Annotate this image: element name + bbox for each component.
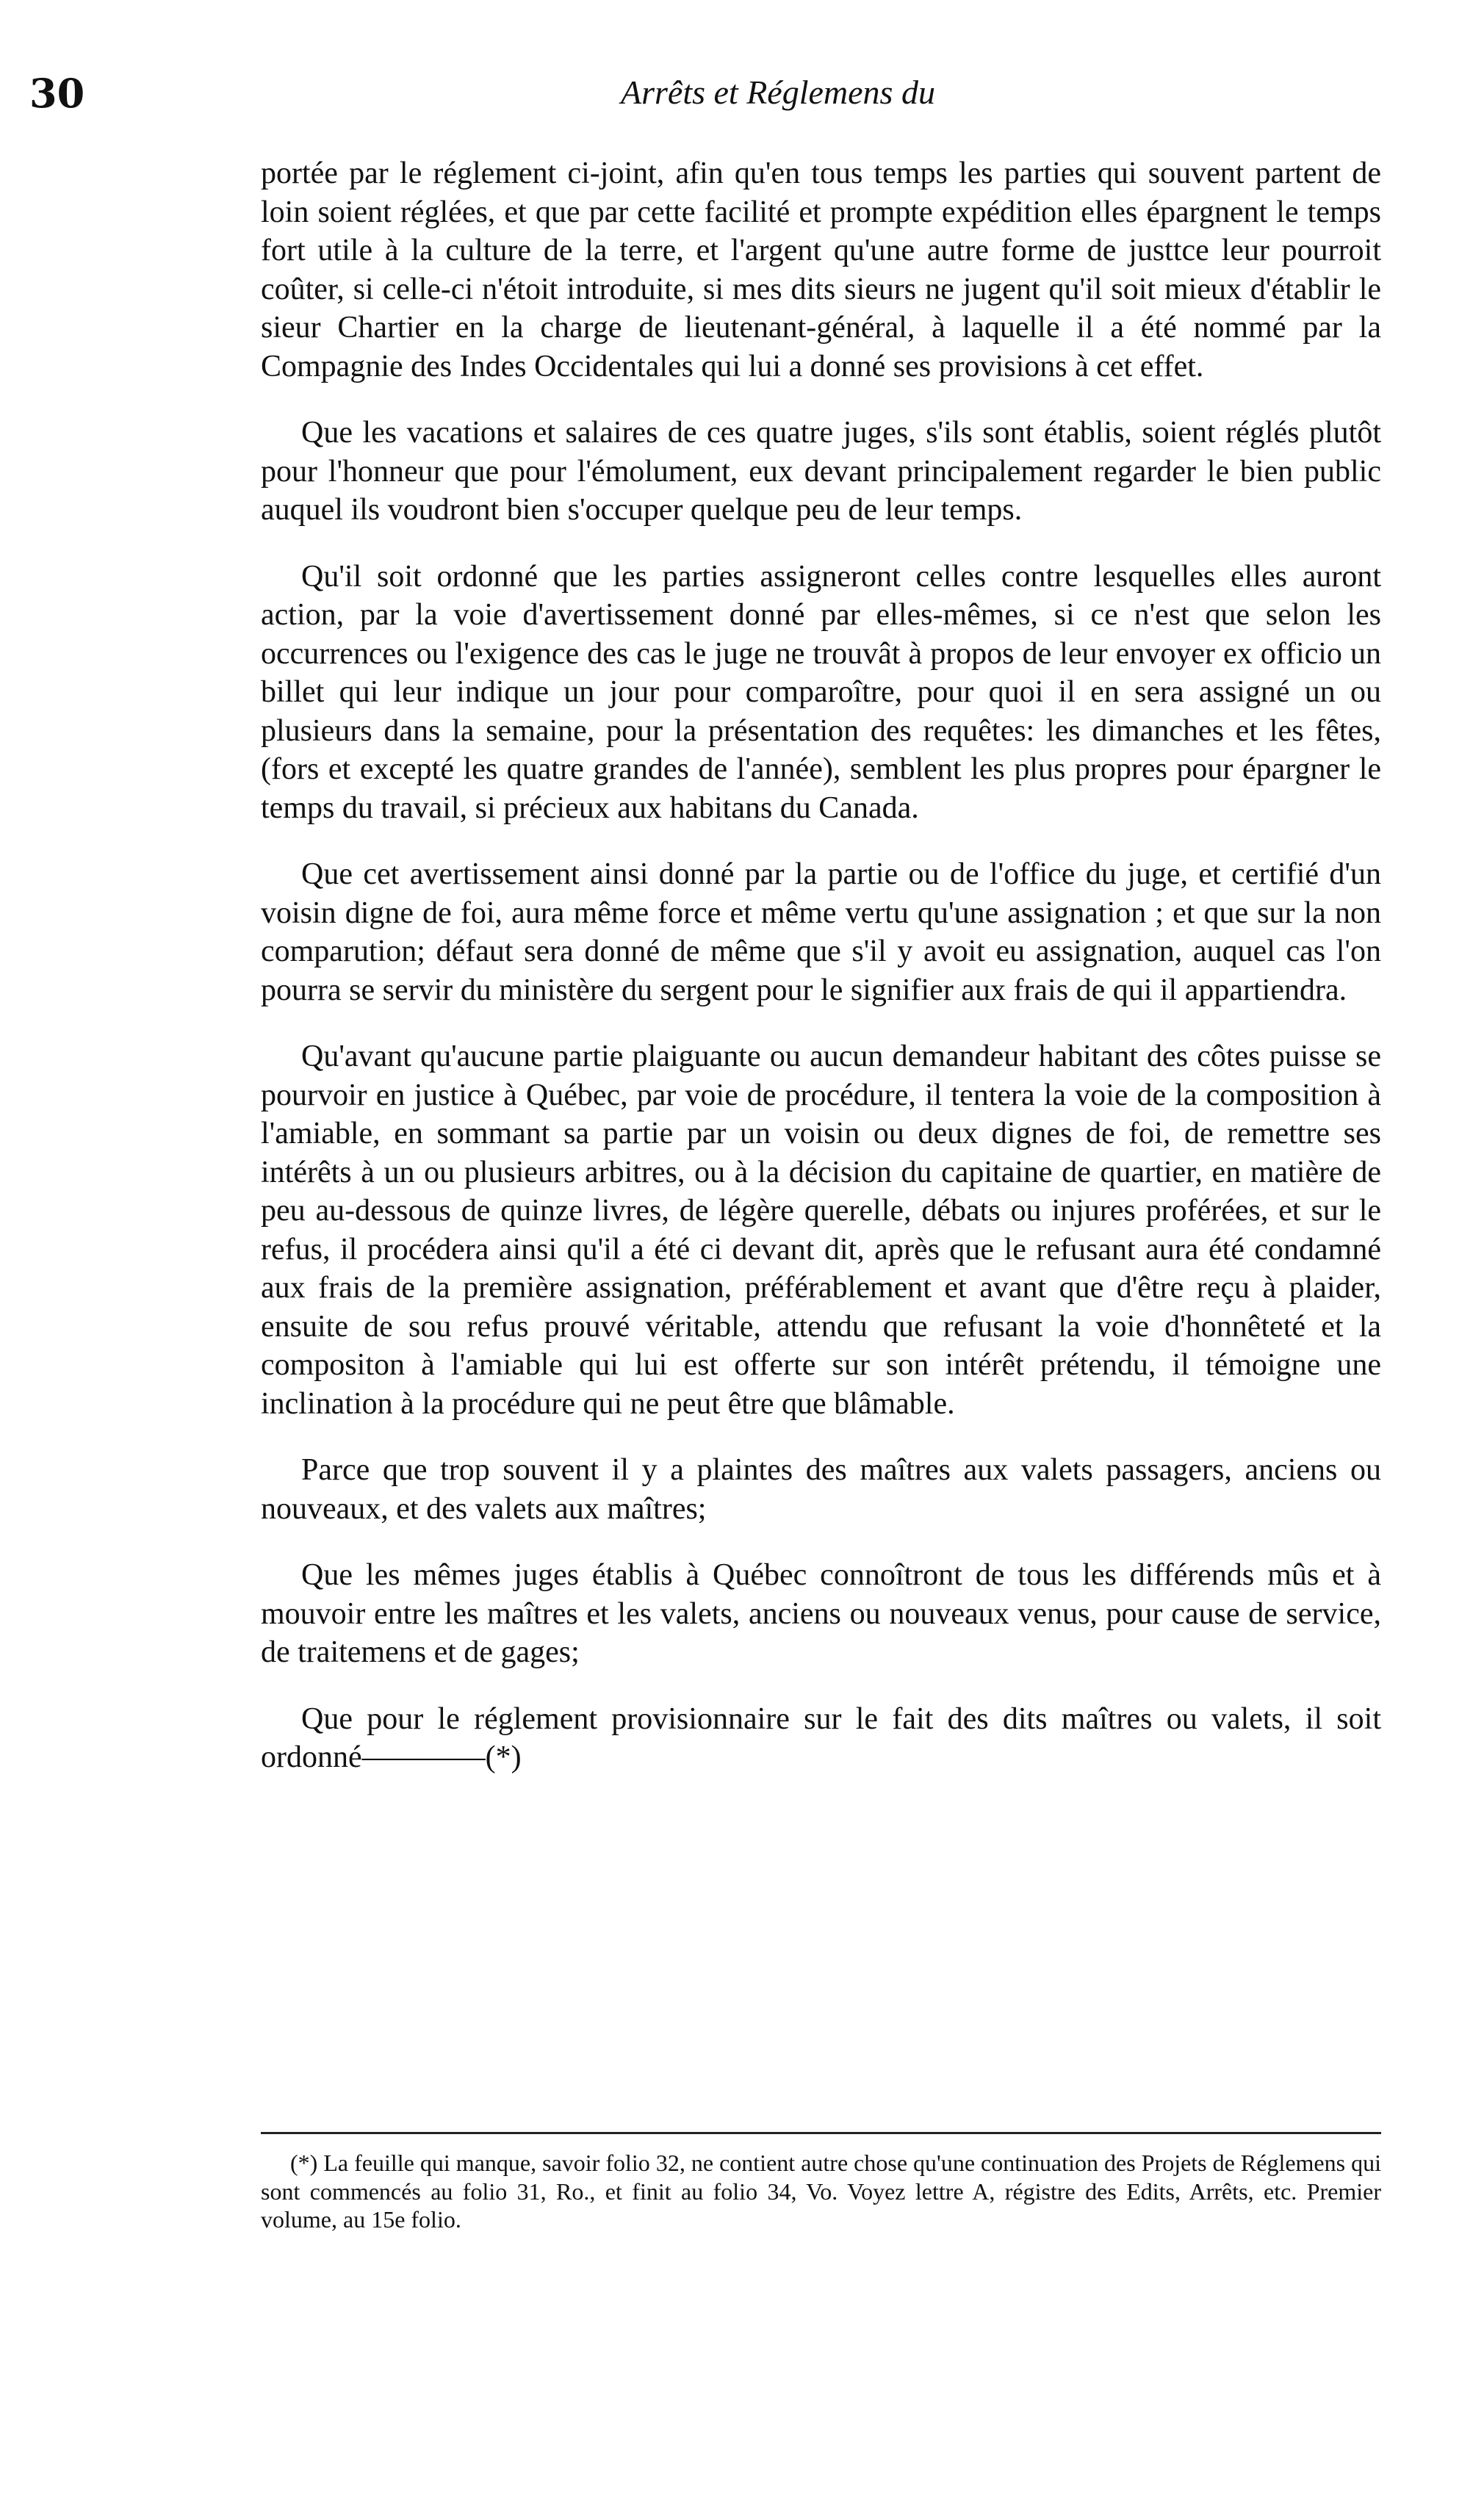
paragraph-4: Que cet avertissement ainsi donné par la partie ou de l'office du juge, et certifié d'un voisin digne de foi, aura même force et même vertu qu'une assignation ; et que sur la non comparution; défaut sera donné de même que s'il y avoit eu assignation, auquel cas l'on pourra se servir du ministère du sergent pour le signifier aux frais de qui il appartiendra. [261,857,1381,1007]
paragraph-6: Parce que trop souvent il y a plaintes des maîtres aux valets passagers, anciens ou nouveaux, et des valets aux maîtres; [261,1453,1381,1526]
footnote-divider [261,2132,1381,2134]
paragraph-1: portée par le réglement ci-joint, afin qu'en tous temps les parties qui souvent partent de loin soient réglées, et que par cette facilité et prompte expédition elles épargnent le temps fort utile à la culture de la terre, et l'argent qu'une autre forme de justtce leur pourroit coûter, si celle-ci n'étoit introduite, si mes dits sieurs ne jugent qu'il soit mieux d'établir le sieur Chartier en la charge de lieutenant-général, à laquelle il a été nommé par la Compagnie des Indes Occidentales qui lui a donné ses provisions à cet effet. [261,156,1381,383]
footnote: (*) La feuille qui manque, savoir folio 32, ne contient autre chose qu'une continuation des Projets de Réglemens qui sont commencés au folio 31, Ro., et finit au folio 34, Vo. Voyez lettre A, régistre des Edits, Arrêts, etc. Premier volume, au 15e folio. [261,2150,1381,2233]
running-title: Arrêts et Réglemens du [621,73,935,111]
paragraph-5: Qu'avant qu'aucune partie plaiguante ou aucun demandeur habitant des côtes puisse se pourvoir en justice à Québec, par voie de procédure, il tentera la voie de la composition à l'amiable, en sommant sa partie par un voisin ou deux dignes de foi, de remettre ses intérêts à un ou plusieurs arbitres, ou à la décision du capitaine de quartier, en matière de peu au-dessous de quinze livres, de légère querelle, débats ou injures proférées, et sur le refus, il procédera ainsi qu'il a été ci devant dit, après que le refusant aura été condamné aux frais de la première assignation, préférablement et avant que d'être reçu à plaider, ensuite de sou refus prouvé véritable, attendu que refusant la voie d'honnêteté et la compositon à l'amiable qui lui est offerte sur son intérêt prétendu, il témoigne une inclination à la procédure qui ne peut être que blâmable. [261,1040,1381,1421]
paragraph-2: Que les vacations et salaires de ces quatre juges, s'ils sont établis, soient réglés plutôt pour l'honneur que pour l'émolument, eux devant principalement regarder le bien public auquel ils voudront bien s'occuper quelque peu de leur temps. [261,416,1381,527]
paragraph-7: Que les mêmes juges établis à Québec connoîtront de tous les différends mûs et à mouvoir entre les maîtres et les valets, anciens ou nouveaux venus, pour cause de service, de traitemens et de gages; [261,1558,1381,1669]
body-text [261,154,1381,1805]
paragraph-3: Qu'il soit ordonné que les parties assigneront celles contre lesquelles elles auront action, par la voie d'avertissement donné par elles-mêmes, si ce n'est que selon les occurrences ou l'exigence des cas le juge ne trouvât à propos de leur envoyer ex officio un billet qui leur indique un jour pour comparoître, pour quoi il en sera assigné un ou plusieurs dans la semaine, pour la présentation des requêtes: les dimanches et les fêtes, (fors et excepté les quatre grandes de l'année), semblent les plus propres pour épargner le temps du travail, si précieux aux habitans du Canada. [261,559,1381,825]
page-number: 30 [29,70,85,117]
page-header [29,70,1396,129]
paragraph-8: Que pour le réglement provisionnaire sur le fait des dits maîtres ou valets, il soit ordonné————(*) [261,1701,1381,1774]
